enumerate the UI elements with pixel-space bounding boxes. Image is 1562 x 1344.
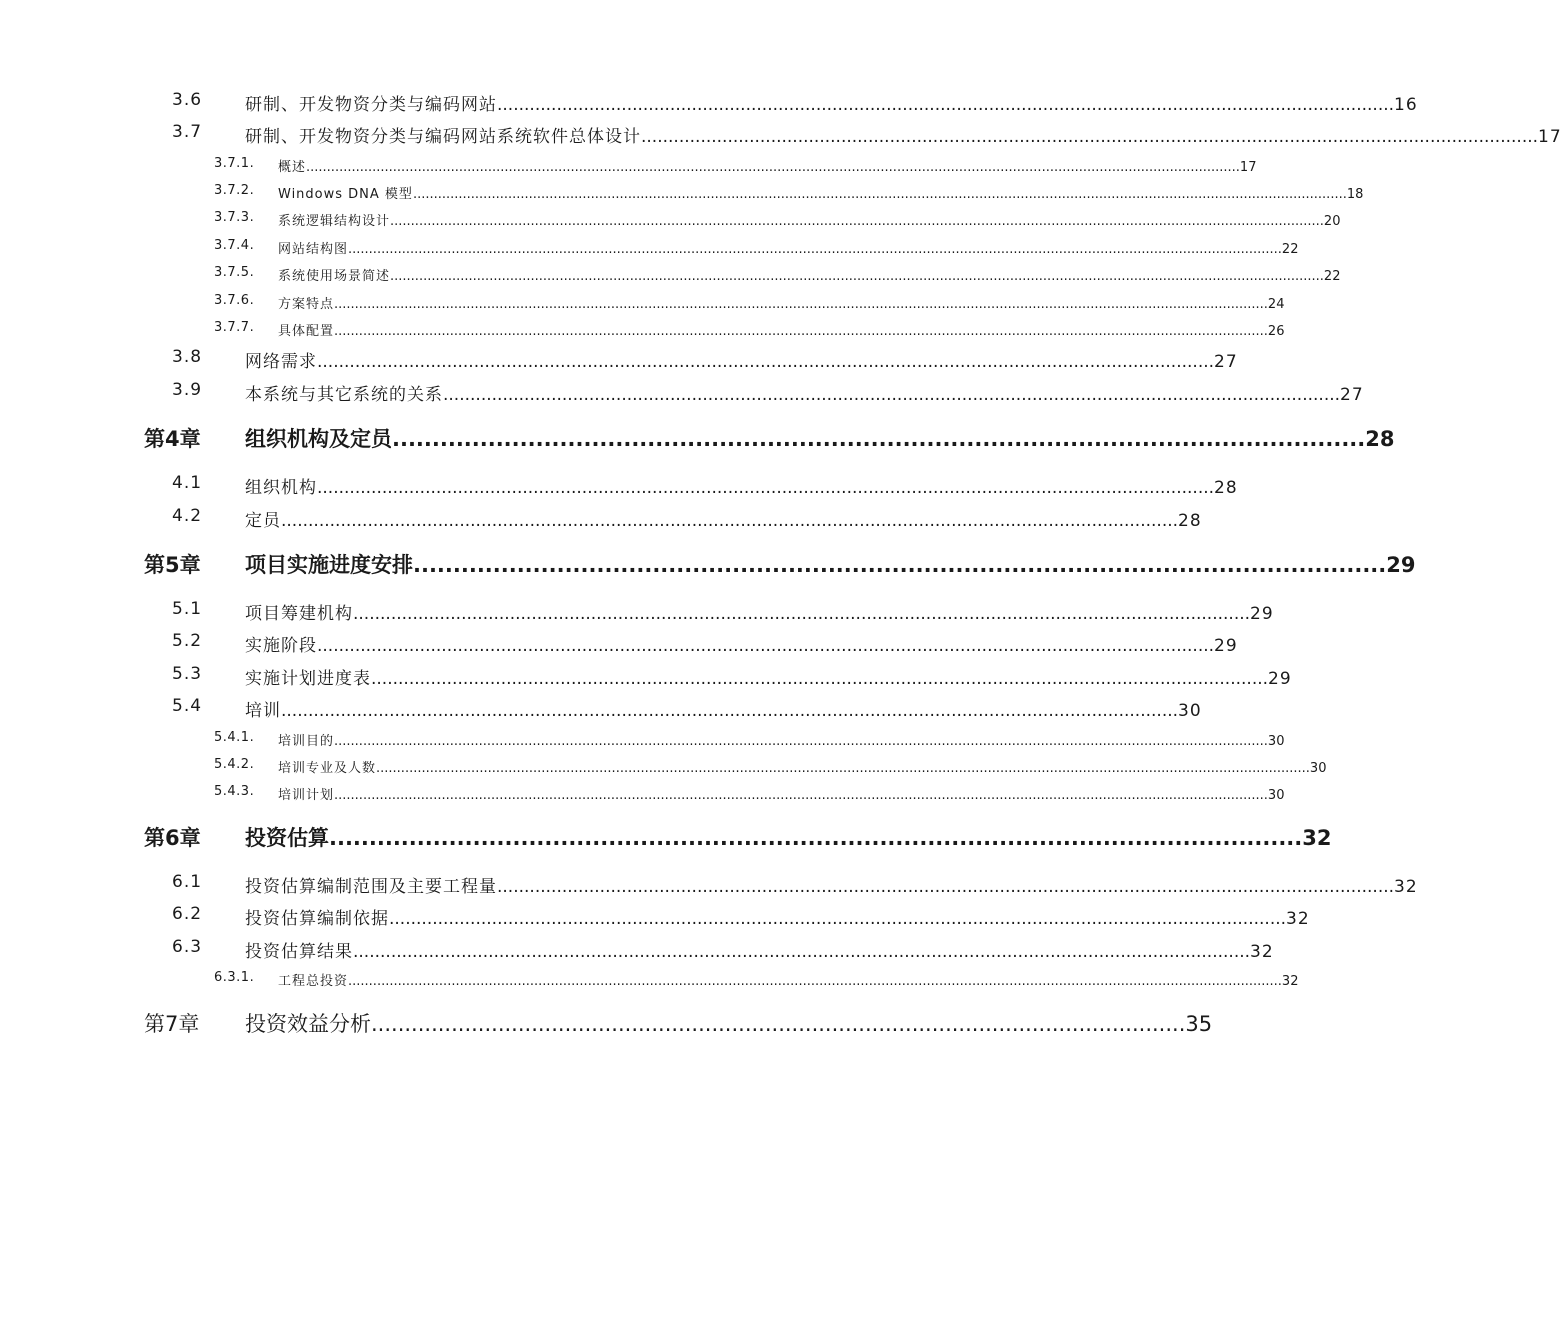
- toc-leader: ......................................................................................................................................................................: [317, 352, 1215, 372]
- toc-title: 具体配置: [278, 324, 335, 339]
- toc-leader: ..................................................................................................................................................................................................................................: [334, 788, 1268, 803]
- toc-page-number: 16: [1394, 95, 1418, 115]
- toc-leader: ..................................................................................................................................................................................................................................: [390, 269, 1324, 284]
- toc-chapter-number: 第7章: [144, 1012, 200, 1036]
- toc-chapter-number: 第4章: [144, 427, 201, 451]
- toc-page-number: 32: [1302, 826, 1332, 850]
- toc-leader: ..................................................................................................................................................................................................................................: [348, 242, 1282, 257]
- toc-leader: ......................................................................................................................................................................: [281, 701, 1179, 721]
- toc-number: 3.7.7.: [214, 320, 255, 335]
- toc-leader: ..................................................................................................................................................................................................................................: [306, 160, 1240, 175]
- toc-title: 研制、开发物资分类与编码网站: [245, 95, 497, 115]
- toc-leader: ..................................................................................................................................................................................................................................: [390, 214, 1324, 229]
- toc-page-number: 32: [1394, 877, 1418, 897]
- toc-page-number: 32: [1250, 942, 1274, 962]
- toc-leader: ..................................................................................................................................................................................................................................: [334, 734, 1268, 749]
- toc-title: 概述: [278, 160, 307, 175]
- toc-number: 4.1: [172, 473, 203, 493]
- toc-number: 5.4.3.: [214, 784, 255, 799]
- toc-leader: ..................................................................................................................................................................................................................................: [376, 761, 1310, 776]
- toc-number: 5.4.2.: [214, 757, 255, 772]
- toc-number: 4.2: [172, 506, 203, 526]
- toc-number: 3.7.2.: [214, 183, 255, 198]
- toc-leader: ......................................................................................................................................................................: [353, 942, 1251, 962]
- toc-leader: ......................................................................................................................................................................: [317, 478, 1215, 498]
- toc-page-number: 29: [1250, 604, 1274, 624]
- toc-number: 5.1: [172, 599, 203, 619]
- toc-leader: ..................................................................................................................................................................................................................................: [412, 187, 1347, 202]
- toc-number: 6.2: [172, 904, 203, 924]
- toc-title: 网络需求: [245, 352, 317, 372]
- toc-page-number: 17: [1239, 160, 1257, 175]
- toc-number: 3.9: [172, 380, 203, 400]
- toc-number: 5.4: [172, 696, 203, 716]
- toc-title: 投资估算编制依据: [245, 909, 389, 929]
- toc-page-number: 28: [1365, 427, 1395, 451]
- toc-page-number: 30: [1178, 701, 1202, 721]
- toc-number: 6.3: [172, 937, 203, 957]
- toc-number: 3.7.3.: [214, 210, 255, 225]
- toc-leader: ......................................................................................................................................................................: [371, 669, 1269, 689]
- toc-title: Windows DNA 模型: [278, 187, 413, 202]
- toc-page-number: 22: [1281, 242, 1299, 257]
- toc-title: 本系统与其它系统的关系: [245, 385, 443, 405]
- toc-page-number: 35: [1185, 1012, 1213, 1036]
- toc-leader: ......................................................................................................................................................................: [281, 511, 1179, 531]
- toc-title: 组织机构: [245, 478, 317, 498]
- toc-page-number: 18: [1346, 187, 1364, 202]
- toc-number: 5.3: [172, 664, 203, 684]
- toc-title: 投资效益分析: [245, 1012, 371, 1036]
- toc-title: 项目筹建机构: [245, 604, 353, 624]
- toc-number: 3.7.1.: [214, 156, 255, 171]
- toc-page-number: 22: [1323, 269, 1341, 284]
- toc-title: 培训专业及人数: [278, 761, 377, 776]
- toc-number: 5.2: [172, 631, 203, 651]
- toc-page-number: 30: [1267, 734, 1285, 749]
- toc-leader: ..........................................................................................................................: [329, 826, 1303, 850]
- toc-title: 方案特点: [278, 297, 335, 312]
- toc-number: 3.7.5.: [214, 265, 255, 280]
- toc-leader: ..................................................................................................................................................................................................................................: [334, 297, 1268, 312]
- toc-page-number: 24: [1267, 297, 1285, 312]
- toc-title: 培训: [245, 701, 281, 721]
- toc-title: 实施计划进度表: [245, 669, 371, 689]
- toc-title: 投资估算: [245, 826, 329, 850]
- toc-title: 培训计划: [278, 788, 335, 803]
- toc-page-number: 26: [1267, 324, 1285, 339]
- toc-leader: ..........................................................................................................................: [371, 1012, 1186, 1036]
- toc-title: 实施阶段: [245, 636, 317, 656]
- toc-leader: ..................................................................................................................................................................................................................................: [348, 974, 1282, 989]
- toc-page-number: 28: [1178, 511, 1202, 531]
- toc-title: 投资估算结果: [245, 942, 353, 962]
- toc-title: 组织机构及定员: [245, 427, 392, 451]
- toc-number: 3.7.4.: [214, 238, 255, 253]
- toc-page-number: 32: [1286, 909, 1310, 929]
- toc-page-number: 30: [1309, 761, 1327, 776]
- toc-number: 6.1: [172, 872, 203, 892]
- toc-title: 项目实施进度安排: [245, 553, 413, 577]
- toc-page-number: 30: [1267, 788, 1285, 803]
- toc-page-number: 17: [1538, 127, 1562, 147]
- toc-number: 3.7.6.: [214, 293, 255, 308]
- toc-page-number: 29: [1214, 636, 1238, 656]
- toc-page-number: 29: [1386, 553, 1416, 577]
- toc-page-number: 27: [1340, 385, 1364, 405]
- toc-title: 系统使用场景简述: [278, 269, 391, 284]
- toc-title: 工程总投资: [278, 974, 349, 989]
- toc-leader: ..........................................................................................................................: [413, 553, 1387, 577]
- toc-number: 6.3.1.: [214, 970, 255, 985]
- toc-page-number: 32: [1281, 974, 1299, 989]
- toc-page-number: 28: [1214, 478, 1238, 498]
- toc-leader: ......................................................................................................................................................................: [497, 95, 1395, 115]
- toc-page-number: 27: [1214, 352, 1238, 372]
- toc-leader: ......................................................................................................................................................................: [641, 127, 1539, 147]
- toc-leader: ..........................................................................................................................: [392, 427, 1366, 451]
- toc-number: 3.8: [172, 347, 203, 367]
- toc-title: 投资估算编制范围及主要工程量: [245, 877, 497, 897]
- toc-title: 研制、开发物资分类与编码网站系统软件总体设计: [245, 127, 641, 147]
- toc-leader: ......................................................................................................................................................................: [443, 385, 1341, 405]
- toc-number: 3.6: [172, 90, 203, 110]
- toc-leader: ......................................................................................................................................................................: [497, 877, 1395, 897]
- toc-chapter-number: 第6章: [144, 826, 201, 850]
- toc-page-number: 20: [1323, 214, 1341, 229]
- toc-number: 3.7: [172, 122, 203, 142]
- toc-leader: ..................................................................................................................................................................................................................................: [334, 324, 1268, 339]
- toc-title: 网站结构图: [278, 242, 349, 257]
- toc-leader: ......................................................................................................................................................................: [389, 909, 1287, 929]
- toc-title: 系统逻辑结构设计: [278, 214, 391, 229]
- toc-leader: ......................................................................................................................................................................: [317, 636, 1215, 656]
- toc-number: 5.4.1.: [214, 730, 255, 745]
- toc-leader: ......................................................................................................................................................................: [353, 604, 1251, 624]
- toc-title: 定员: [245, 511, 281, 531]
- toc-chapter-number: 第5章: [144, 553, 201, 577]
- toc-page-number: 29: [1268, 669, 1292, 689]
- toc-title: 培训目的: [278, 734, 335, 749]
